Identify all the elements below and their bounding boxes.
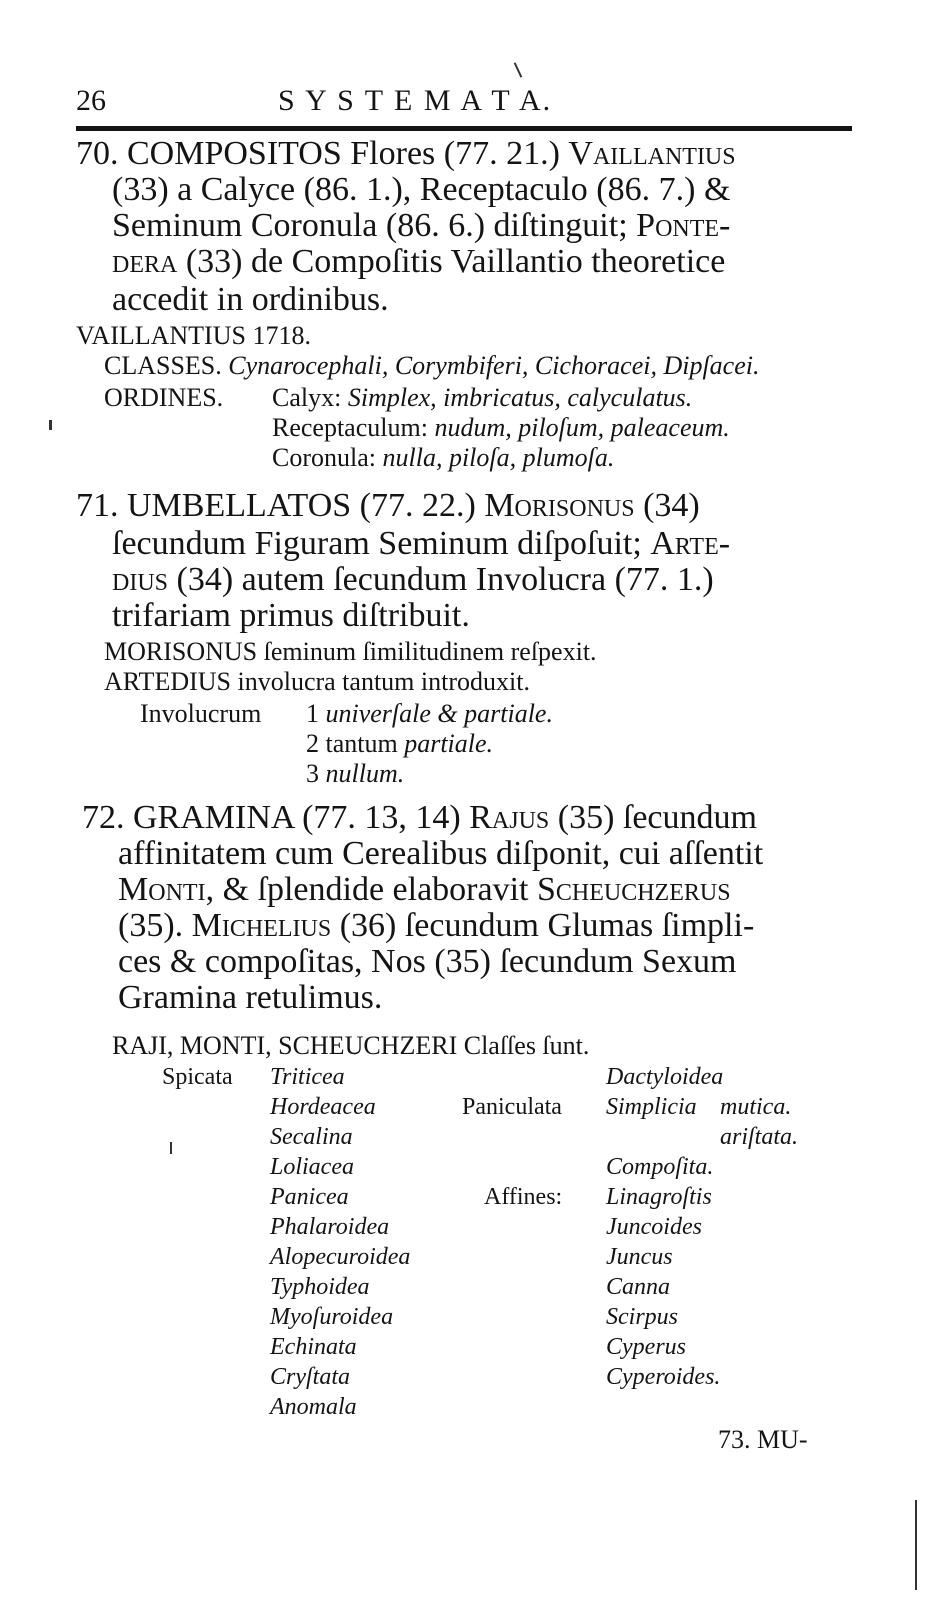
classes-heading: RAJI, MONTI, SCHEUCHZERI Claſſes ſunt. bbox=[112, 1031, 590, 1060]
scan-speck bbox=[514, 62, 523, 77]
text-span: (35) ſecundum bbox=[557, 799, 757, 836]
spicata-item: Myoſuroidea bbox=[270, 1304, 394, 1330]
affines-item: Juncoides bbox=[606, 1214, 702, 1240]
involucrum-label: Involucrum bbox=[140, 699, 262, 728]
paragraph-line: ces & compoſitas, Nos (35) ſecundum Sexum bbox=[118, 943, 737, 980]
affines-item: Cyperoides. bbox=[606, 1364, 721, 1390]
row-label: Coronula: bbox=[272, 443, 376, 472]
author-name: Ponte- bbox=[636, 207, 731, 244]
affines-item: Cyperus bbox=[606, 1334, 686, 1360]
page-number: 26 bbox=[76, 84, 106, 117]
text-span: Seminum Coronula (86. 6.) diſtinguit; bbox=[112, 207, 628, 244]
paniculata-subitem: mutica. bbox=[720, 1094, 792, 1120]
text-span: (35). bbox=[118, 907, 184, 944]
spicata-item: Typhoidea bbox=[270, 1274, 370, 1300]
paragraph-line bbox=[76, 488, 700, 524]
involucrum-item-2 bbox=[306, 730, 493, 758]
paragraph-line bbox=[82, 800, 757, 836]
calyx-row bbox=[272, 384, 692, 412]
item-number: 3 bbox=[306, 759, 319, 788]
scan-speck bbox=[49, 420, 52, 430]
running-title: S Y S T E M A T A. bbox=[278, 84, 553, 117]
paragraph-line bbox=[76, 136, 736, 172]
row-label: Calyx: bbox=[272, 383, 342, 412]
item-text: partiale. bbox=[404, 729, 494, 758]
row-label: ORDINES. bbox=[104, 383, 224, 412]
text-span: GRAMINA (77. 13, 14) bbox=[133, 799, 461, 836]
affines-label: Affines: bbox=[484, 1184, 563, 1210]
involucrum-item-3 bbox=[306, 760, 404, 788]
section-number: 70. bbox=[76, 135, 119, 172]
receptaculum-row bbox=[272, 414, 730, 442]
text-span: , & ſplendide elaboravit bbox=[205, 871, 529, 908]
paragraph-line bbox=[112, 244, 725, 280]
paragraph-line bbox=[118, 872, 731, 908]
method-note: ARTEDIUS involucra tantum introduxit. bbox=[104, 667, 530, 696]
spicata-label: Spicata bbox=[162, 1064, 233, 1090]
spicata-item: Anomala bbox=[270, 1394, 357, 1420]
author-name: dius bbox=[112, 561, 169, 598]
author-name: dera bbox=[112, 243, 178, 280]
paniculata-item: Simplicia bbox=[606, 1094, 697, 1120]
spicata-item: Panicea bbox=[270, 1184, 349, 1210]
header-rule bbox=[76, 126, 852, 131]
row-values: Simplex, imbricatus, calyculatus. bbox=[347, 383, 693, 412]
catchword: 73. MU- bbox=[718, 1425, 808, 1454]
paragraph-line: Gramina retulimus. bbox=[118, 979, 383, 1016]
spicata-item: Triticea bbox=[270, 1064, 345, 1090]
paragraph-line bbox=[112, 526, 730, 562]
page-edge-mark bbox=[915, 1500, 917, 1590]
spicata-item: Alopecuroidea bbox=[270, 1244, 411, 1270]
text-span: UMBELLATOS (77. 22.) bbox=[127, 487, 476, 524]
paragraph-line bbox=[118, 908, 754, 944]
paniculata-label: Paniculata bbox=[462, 1094, 562, 1120]
row-values: nulla, piloſa, plumoſa. bbox=[382, 443, 615, 472]
coronula-row bbox=[272, 444, 614, 472]
spicata-item: Secalina bbox=[270, 1124, 353, 1150]
paragraph-line: trifariam primus diſtribuit. bbox=[112, 597, 470, 634]
affines-item: Scirpus bbox=[606, 1304, 678, 1330]
row-label: Receptaculum: bbox=[272, 413, 428, 442]
paragraph-line: (33) a Calyce (86. 1.), Receptaculo (86. 7.) & bbox=[112, 171, 731, 208]
affines-item: Canna bbox=[606, 1274, 671, 1300]
paragraph-line: accedit in ordinibus. bbox=[112, 281, 389, 318]
text-span: COMPOSITOS Flores (77. 21.) bbox=[127, 135, 560, 172]
item-number: 1 bbox=[306, 699, 319, 728]
classes-row bbox=[104, 352, 760, 380]
paragraph-line bbox=[112, 208, 730, 244]
author-name: Michelius bbox=[191, 907, 332, 944]
involucrum-item-1 bbox=[306, 700, 553, 728]
paniculata-item: Dactyloidea bbox=[606, 1064, 724, 1090]
spicata-item: Cryſtata bbox=[270, 1364, 351, 1390]
author-name: Vaillantius bbox=[568, 135, 736, 172]
paniculata-item: Compoſita. bbox=[606, 1154, 714, 1180]
affines-item: Juncus bbox=[606, 1244, 673, 1270]
row-values: nudum, piloſum, paleaceum. bbox=[434, 413, 730, 442]
text-span: (34) bbox=[643, 487, 700, 524]
text-span: (34) autem ſecundum Involucra (77. 1.) bbox=[176, 561, 714, 598]
spicata-item: Phalaroidea bbox=[270, 1214, 390, 1240]
paragraph-line: affinitatem cum Cerealibus diſponit, cui aſſentit bbox=[118, 835, 764, 872]
paniculata-subitem: ariſtata. bbox=[720, 1124, 799, 1150]
system-title: VAILLANTIUS 1718. bbox=[76, 321, 311, 350]
affines-item: Linagroſtis bbox=[606, 1184, 712, 1210]
spicata-item: Echinata bbox=[270, 1334, 357, 1360]
scan-speck bbox=[170, 1142, 172, 1154]
item-number: 2 bbox=[306, 729, 319, 758]
item-text: tantum bbox=[325, 729, 398, 758]
spicata-item: Hordeacea bbox=[270, 1094, 376, 1120]
row-values: Cynarocephali, Corymbiferi, Cichoracei, Dipſacei. bbox=[228, 351, 760, 380]
section-number: 71. bbox=[76, 487, 119, 524]
author-name: Arte- bbox=[650, 525, 731, 562]
author-name: Scheuchzerus bbox=[536, 871, 731, 908]
section-number: 72. bbox=[82, 799, 125, 836]
ordines-row bbox=[104, 384, 223, 412]
text-span: ſecundum Figuram Seminum diſpoſuit; bbox=[112, 525, 642, 562]
item-text: nullum. bbox=[325, 759, 405, 788]
method-note: MORISONUS ſeminum ſimilitudinem reſpexit. bbox=[104, 637, 597, 666]
text-span: (33) de Compoſitis Vaillantio theoretice bbox=[185, 243, 726, 280]
paragraph-line bbox=[112, 562, 714, 598]
author-name: Monti bbox=[118, 871, 206, 908]
text-span: (36) ſecundum Glumas ſimpli- bbox=[339, 907, 755, 944]
row-label: CLASSES. bbox=[104, 351, 222, 380]
spicata-item: Loliacea bbox=[270, 1154, 354, 1180]
author-name: Morisonus bbox=[484, 487, 635, 524]
item-text: univerſale & partiale. bbox=[325, 699, 553, 728]
author-name: Rajus bbox=[469, 799, 550, 836]
